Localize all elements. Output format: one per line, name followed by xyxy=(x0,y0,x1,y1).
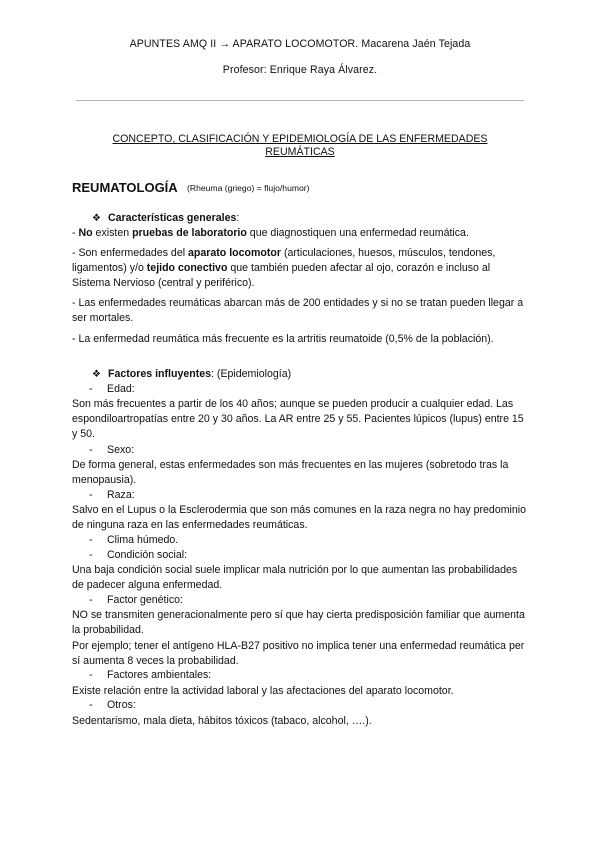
factor-text-sexo: De forma general, estas enfermedades son más frecuentes en las mujeres (sobretodo tras la menopausia). xyxy=(72,459,509,486)
factor-item-clima: - Clima húmedo. xyxy=(89,534,179,546)
factor-text-otros: Sedentarismo, mala dieta, hábitos tóxicos (tabaco, alcohol, ….). xyxy=(72,715,372,727)
factor-item-genetico: - Factor genético: xyxy=(89,594,183,606)
characteristics-paragraph-2: - Son enfermedades del aparato locomotor (articulaciones, huesos, músculos, tendones, ligamentos) y/o tejido conectivo que también pueden afectar al ojo, corazón e incluso al Sistema Nervioso (central y periférico). xyxy=(72,247,496,289)
factor-text-raza: Salvo en el Lupus o la Esclerodermia que son más comunes en la raza negra no hay predominio de ninguna raza en las enfermedades reumáticas. xyxy=(72,504,527,531)
characteristics-paragraph-1: - No existen pruebas de laboratorio que diagnostiquen una enfermedad reumática. xyxy=(72,227,469,239)
header-divider xyxy=(76,100,524,101)
factor-item-otros: - Otros: xyxy=(89,699,136,711)
factors-heading: ❖ Factores influyentes: (Epidemiología) xyxy=(92,368,292,380)
factor-text-genetico-example: Por ejemplo; tener el antígeno HLA-B27 positivo no implica tener una enfermedad reumática per sí aumenta 8 veces la probabilidad. xyxy=(72,640,525,667)
factor-item-ambientales: - Factores ambientales: xyxy=(89,669,212,681)
header-line-1: APUNTES AMQ II → APARATO LOCOMOTOR. Macarena Jaén Tejada xyxy=(129,38,471,50)
factor-text-edad: Son más frecuentes a partir de los 40 años; aunque se pueden producir a cualquier edad. Las espondiloartropatías entre 20 y 30 años. La AR entre 25 y 55. Pacientes lúpicos (lupus) entre 15 y 50. xyxy=(72,398,524,440)
section-heading: REUMATOLOGÍA xyxy=(72,180,178,195)
heading-note: (Rheuma (griego) = flujo/humor) xyxy=(187,183,310,193)
characteristics-paragraph-4: - La enfermedad reumática más frecuente es la artritis reumatoide (0,5% de la población). xyxy=(72,333,494,345)
factor-text-condicion-social: Una baja condición social suele implicar mala nutrición por lo que aumentan las probabilidades de padecer alguna enfermedad. xyxy=(72,564,518,591)
title-line-1: CONCEPTO, CLASIFICACIÓN Y EPIDEMIOLOGÍA DE LAS ENFERMEDADES xyxy=(112,133,488,145)
factor-text-ambientales: Existe relación entre la actividad laboral y las afectaciones del aparato locomotor. xyxy=(72,685,454,697)
characteristics-heading: ❖ Características generales: xyxy=(92,212,240,224)
title-line-2: REUMÁTICAS xyxy=(265,146,335,158)
factor-text-genetico: NO se transmiten generacionalmente pero sí que hay cierta predisposición familiar que aumenta la probabilidad. xyxy=(72,609,525,636)
factor-item-sexo: - Sexo: xyxy=(89,444,135,456)
characteristics-paragraph-3: - Las enfermedades reumáticas abarcan más de 200 entidades y si no se tratan pueden llegar a ser mortales. xyxy=(72,297,524,324)
document-title xyxy=(100,133,500,159)
factor-item-condicion-social: - Condición social: xyxy=(89,549,188,561)
factor-item-edad: - Edad: xyxy=(89,383,135,395)
header-line-2: Profesor: Enrique Raya Álvarez. xyxy=(222,64,378,76)
diamond-bullet-icon: ❖ xyxy=(92,213,101,224)
factor-item-raza: - Raza: xyxy=(89,489,135,501)
diamond-bullet-icon: ❖ xyxy=(92,369,101,380)
